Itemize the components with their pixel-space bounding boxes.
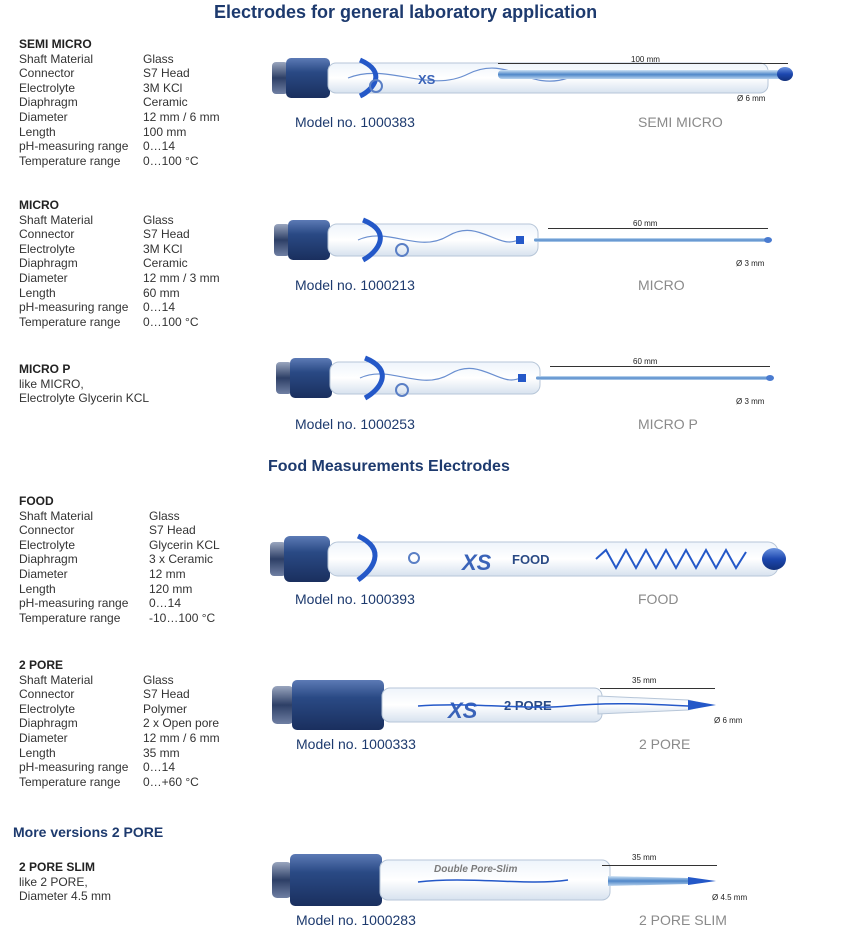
spec-row-length xyxy=(19,582,220,597)
spec-value: 0…100 °C xyxy=(143,314,199,329)
spec-key: Temperature range xyxy=(19,153,121,168)
spec-micro xyxy=(19,198,220,329)
diameter-label: Ø 4.5 mm xyxy=(712,893,748,902)
spec-row-shaft xyxy=(19,673,220,688)
spec-key: Shaft Material xyxy=(19,508,94,523)
product-name: 2 PORE SLIM xyxy=(19,860,96,874)
model-number-2-pore-slim: Model no. 1000283 xyxy=(296,912,416,928)
spec-2-pore xyxy=(19,658,220,789)
spec-key: Shaft Material xyxy=(19,51,94,66)
spec-row-temp xyxy=(19,775,220,790)
spec-value: 0…14 xyxy=(143,760,176,775)
spec-row-connector xyxy=(19,523,220,538)
spec-value: S7 Head xyxy=(149,523,196,538)
spec-value: Glass xyxy=(143,212,174,227)
spec-food xyxy=(19,494,220,625)
product-label-semi-micro: SEMI MICRO xyxy=(638,114,723,130)
section-heading-food: Food Measurements Electrodes xyxy=(268,458,510,475)
length-dimension-line xyxy=(600,680,715,689)
spec-value: -10…100 °C xyxy=(149,610,216,625)
spec-key: pH-measuring range xyxy=(19,300,129,315)
spec-value: 12 mm xyxy=(149,566,186,581)
product-label-micro: MICRO xyxy=(638,277,685,293)
product-name: MICRO xyxy=(19,198,59,212)
diameter-label: Ø 3 mm xyxy=(736,259,765,268)
spec-key: Electrolyte xyxy=(19,537,76,552)
product-label-2-pore-slim: 2 PORE SLIM xyxy=(639,912,727,928)
diameter-label: Ø 6 mm xyxy=(737,94,766,103)
spec-key: Connector xyxy=(19,66,75,81)
spec-value: Polymer xyxy=(143,701,188,716)
spec-row-diameter xyxy=(19,567,220,582)
spec-row-length xyxy=(19,125,220,140)
spec-value: 100 mm xyxy=(143,124,187,139)
spec-value: 12 mm / 6 mm xyxy=(143,730,220,745)
product-name: SEMI MICRO xyxy=(19,37,92,51)
spec-row-electrolyte xyxy=(19,81,220,96)
spec-value: Ceramic xyxy=(143,256,188,271)
spec-value: S7 Head xyxy=(143,66,190,81)
product-note: like 2 PORE, xyxy=(19,874,88,889)
spec-row-temp xyxy=(19,154,220,169)
spec-value: 0…100 °C xyxy=(143,153,199,168)
spec-row-ph xyxy=(19,596,220,611)
model-number-2-pore: Model no. 1000333 xyxy=(296,736,416,752)
section-heading-more-versions: More versions 2 PORE xyxy=(13,824,164,840)
spec-row-temp xyxy=(19,611,220,626)
spec-micro-p xyxy=(19,362,149,406)
spec-value: 0…14 xyxy=(149,596,182,611)
spec-row-connector xyxy=(19,687,220,702)
spec-key: Diaphragm xyxy=(19,552,78,567)
length-dimension-line xyxy=(550,358,770,367)
spec-value: Ceramic xyxy=(143,95,188,110)
spec-key: Temperature range xyxy=(19,610,121,625)
spec-semi-micro xyxy=(19,37,220,168)
spec-key: pH-measuring range xyxy=(19,596,129,611)
spec-value: Glass xyxy=(149,508,180,523)
spec-row-electrolyte xyxy=(19,702,220,717)
spec-value: Glass xyxy=(143,672,174,687)
length-label: 35 mm xyxy=(632,676,657,685)
spec-row-length xyxy=(19,286,220,301)
spec-key: pH-measuring range xyxy=(19,139,129,154)
spec-key: Electrolyte xyxy=(19,701,76,716)
spec-row-diaphragm xyxy=(19,716,220,731)
length-label: 60 mm xyxy=(633,357,658,366)
spec-row-diaphragm xyxy=(19,256,220,271)
spec-value: S7 Head xyxy=(143,687,190,702)
electrode-image-food xyxy=(266,530,796,590)
length-dimension-line xyxy=(548,220,768,229)
spec-key: Temperature range xyxy=(19,774,121,789)
product-label-food: FOOD xyxy=(638,591,679,607)
spec-row-diameter xyxy=(19,271,220,286)
diameter-label: Ø 3 mm xyxy=(736,397,765,406)
spec-value: 0…+60 °C xyxy=(143,774,199,789)
spec-row-shaft xyxy=(19,213,220,228)
spec-value: 0…14 xyxy=(143,139,176,154)
spec-key: Length xyxy=(19,285,56,300)
spec-value: 60 mm xyxy=(143,285,180,300)
spec-value: Glass xyxy=(143,51,174,66)
length-label: 60 mm xyxy=(633,219,658,228)
spec-key: Length xyxy=(19,124,56,139)
spec-key: Diaphragm xyxy=(19,716,78,731)
spec-value: 3 x Ceramic xyxy=(149,552,214,567)
spec-row-diameter xyxy=(19,110,220,125)
spec-value: 3M KCl xyxy=(143,241,183,256)
spec-value: 12 mm / 3 mm xyxy=(143,270,220,285)
brand-product-text: FOOD xyxy=(512,552,550,567)
spec-value: S7 Head xyxy=(143,227,190,242)
spec-row-diaphragm xyxy=(19,552,220,567)
product-name: MICRO P xyxy=(19,362,71,376)
product-name: 2 PORE xyxy=(19,658,64,672)
spec-2-pore-slim xyxy=(19,860,111,904)
spec-value: 2 x Open pore xyxy=(143,716,220,731)
length-label: 100 mm xyxy=(631,55,660,64)
brand-product-text: Double Pore-Slim xyxy=(434,864,518,875)
spec-row-temp xyxy=(19,315,220,330)
product-note: Electrolyte Glycerin KCL xyxy=(19,391,150,406)
spec-key: Diaphragm xyxy=(19,256,78,271)
spec-row-connector xyxy=(19,227,220,242)
spec-key: Connector xyxy=(19,523,75,538)
spec-row-shaft xyxy=(19,509,220,524)
spec-key: Temperature range xyxy=(19,314,121,329)
length-label: 35 mm xyxy=(632,853,657,862)
diameter-label: Ø 6 mm xyxy=(714,716,743,725)
product-label-2-pore: 2 PORE xyxy=(639,736,691,752)
spec-key: Shaft Material xyxy=(19,672,94,687)
spec-key: Diameter xyxy=(19,730,68,745)
brand-logo-text: XS xyxy=(448,698,478,723)
spec-row-electrolyte xyxy=(19,242,220,257)
spec-value: 35 mm xyxy=(143,745,180,760)
model-number-micro: Model no. 1000213 xyxy=(295,277,415,293)
spec-key: Electrolyte xyxy=(19,241,76,256)
spec-key: Electrolyte xyxy=(19,80,76,95)
spec-value: 0…14 xyxy=(143,300,176,315)
spec-row-length xyxy=(19,746,220,761)
section-heading-general: Electrodes for general laboratory application xyxy=(214,2,598,22)
spec-key: Connector xyxy=(19,687,75,702)
spec-key: Length xyxy=(19,745,56,760)
spec-key: Diaphragm xyxy=(19,95,78,110)
spec-key: Diameter xyxy=(19,270,68,285)
spec-row-connector xyxy=(19,66,220,81)
spec-key: Length xyxy=(19,581,56,596)
spec-row-diaphragm xyxy=(19,95,220,110)
spec-key: Shaft Material xyxy=(19,212,94,227)
spec-value: Glycerin KCL xyxy=(149,537,220,552)
spec-key: pH-measuring range xyxy=(19,760,129,775)
spec-key: Diameter xyxy=(19,566,68,581)
spec-value: 120 mm xyxy=(149,581,193,596)
spec-key: Diameter xyxy=(19,109,68,124)
product-label-micro-p: MICRO P xyxy=(638,416,698,432)
product-note: like MICRO, xyxy=(19,376,84,391)
product-note: Diameter 4.5 mm xyxy=(19,889,112,904)
brand-logo-text: XS xyxy=(462,550,492,575)
model-number-semi-micro: Model no. 1000383 xyxy=(295,114,415,130)
brand-logo-text: XS xyxy=(418,72,436,87)
spec-row-electrolyte xyxy=(19,538,220,553)
spec-row-ph xyxy=(19,760,220,775)
spec-key: Connector xyxy=(19,227,75,242)
model-number-micro-p: Model no. 1000253 xyxy=(295,416,415,432)
length-dimension-line xyxy=(602,857,717,866)
spec-value: 3M KCl xyxy=(143,80,183,95)
product-name: FOOD xyxy=(19,494,54,508)
model-number-food: Model no. 1000393 xyxy=(295,591,415,607)
spec-row-ph xyxy=(19,300,220,315)
spec-row-shaft xyxy=(19,52,220,67)
spec-row-diameter xyxy=(19,731,220,746)
spec-row-ph xyxy=(19,139,220,154)
brand-product-text: 2 PORE xyxy=(504,698,552,713)
spec-value: 12 mm / 6 mm xyxy=(143,109,220,124)
